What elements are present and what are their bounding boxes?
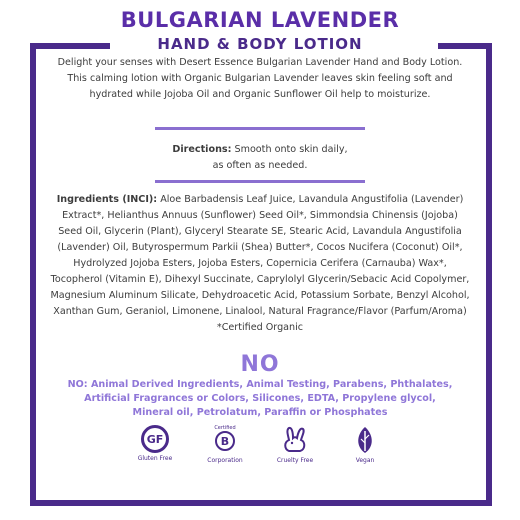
cruelty-free-badge (271, 425, 319, 464)
bcorp-icon (211, 425, 239, 455)
gluten-free-badge (131, 425, 179, 464)
no-list: NO: Animal Derived Ingredients, Animal Testing, Parabens, Phthalates, Artificial Fragrances or Colors, Silicones, EDTA, Propylene glycol, Mineral oil, Petrolatum, Paraffin or Phosphates (67, 379, 453, 418)
bcorp-certified-text: Certified (214, 425, 236, 431)
bcorp-label: Corporation (207, 457, 243, 464)
bcorp-badge (201, 425, 249, 464)
product-subtitle: HAND & BODY LOTION (157, 35, 363, 53)
vegan-label: Vegan (355, 457, 375, 464)
badge-row (0, 425, 520, 464)
gluten-free-icon: GF (141, 425, 169, 453)
ingredients-text: Aloe Barbadensis Leaf Juice, Lavandula Angustifolia (Lavender) Extract*, Helianthus Annuus (Sunflower) Seed Oil*, Simmondsia Chinensis (Jojoba) Seed Oil, Glycerin (Plant), Glyceryl Stearate SE, Stearic Acid, Lavandula Angustifolia (Lavender) Oil, Butyrospermum Parkii (Shea) Butter*, Cocos Nucifera (Coconut) Oil*, Hydrolyzed Jojoba Esters, Jojoba Esters, Copernicia Cerifera (Carnauba) Wax*, Tocopherol (Vitamin E), Dihexyl Succinate, Caprylolyl Glycerin/Sebacic Acid Copolymer, Magnesium Aluminum Silicate, Dehydroacetic Acid, Potassium Sorbate, Benzyl Alcohol, Xanthan Gum, Geraniol, Limonene, Linalool, Natural Fragrance/Flavor (Parfum/Aroma) (50, 194, 470, 317)
directions-label: Directions: (172, 144, 232, 155)
divider-top (155, 127, 365, 130)
vegan-badge (341, 425, 389, 464)
divider-bottom (155, 180, 365, 183)
ingredients (50, 192, 470, 336)
bunny-icon (280, 425, 310, 455)
product-title: BULGARIAN LAVENDER (120, 8, 400, 32)
ingredients-note: *Certified Organic (216, 322, 304, 333)
bcorp-mark: B (215, 431, 235, 451)
frame-bottom (30, 500, 492, 506)
directions-text-line2: as often as needed. (212, 160, 308, 171)
product-description: Delight your senses with Desert Essence Bulgarian Lavender Hand and Body Lotion. This calming lotion with Organic Bulgarian Lavender leaves skin feeling soft and hydrated while Jojoba Oil and Organic Sunflower Oil help to moisturize. (57, 57, 463, 100)
leaf-icon (350, 425, 380, 455)
directions (80, 142, 440, 174)
directions-text-line1: Smooth onto skin daily, (231, 144, 348, 155)
cruelty-free-label: Cruelty Free (276, 457, 314, 464)
ingredients-label: Ingredients (INCI): (56, 194, 158, 205)
gluten-free-label: Gluten Free (137, 455, 173, 462)
no-heading: NO (240, 352, 280, 377)
